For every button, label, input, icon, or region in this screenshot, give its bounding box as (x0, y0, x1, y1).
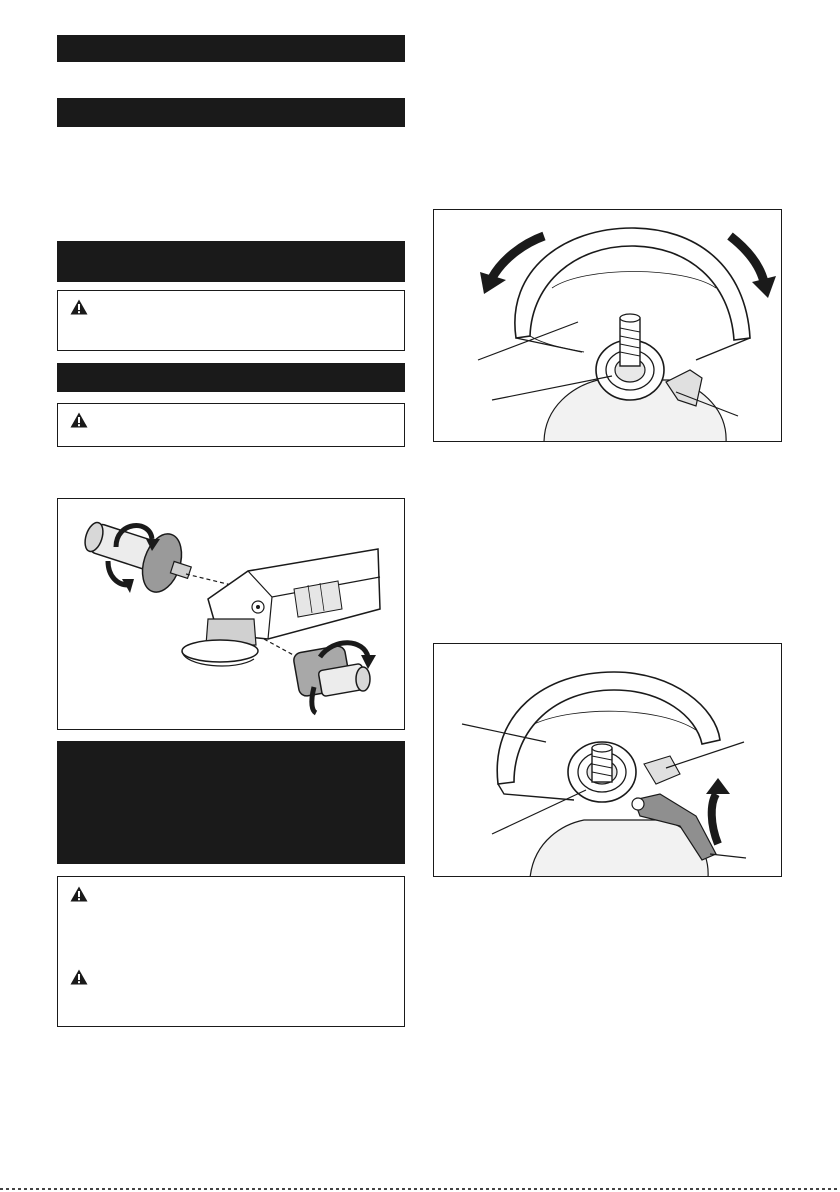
page-edge-divider (0, 1188, 840, 1190)
warning-icon (70, 886, 88, 902)
figure-side-grip-install (57, 498, 405, 730)
section-bar-5 (57, 741, 405, 864)
figure-guard-rotation (433, 209, 782, 442)
section-bar-4 (57, 363, 405, 392)
warning-box-2 (57, 403, 405, 447)
section-bar-2 (57, 98, 405, 127)
figure-guard-lever (433, 643, 782, 877)
warning-box-1 (57, 290, 405, 351)
section-bar-1 (57, 35, 405, 62)
section-bar-3 (57, 241, 405, 282)
warning-icon (70, 299, 88, 315)
warning-box-3 (57, 876, 405, 1027)
warning-icon (70, 412, 88, 428)
warning-icon (70, 969, 88, 985)
